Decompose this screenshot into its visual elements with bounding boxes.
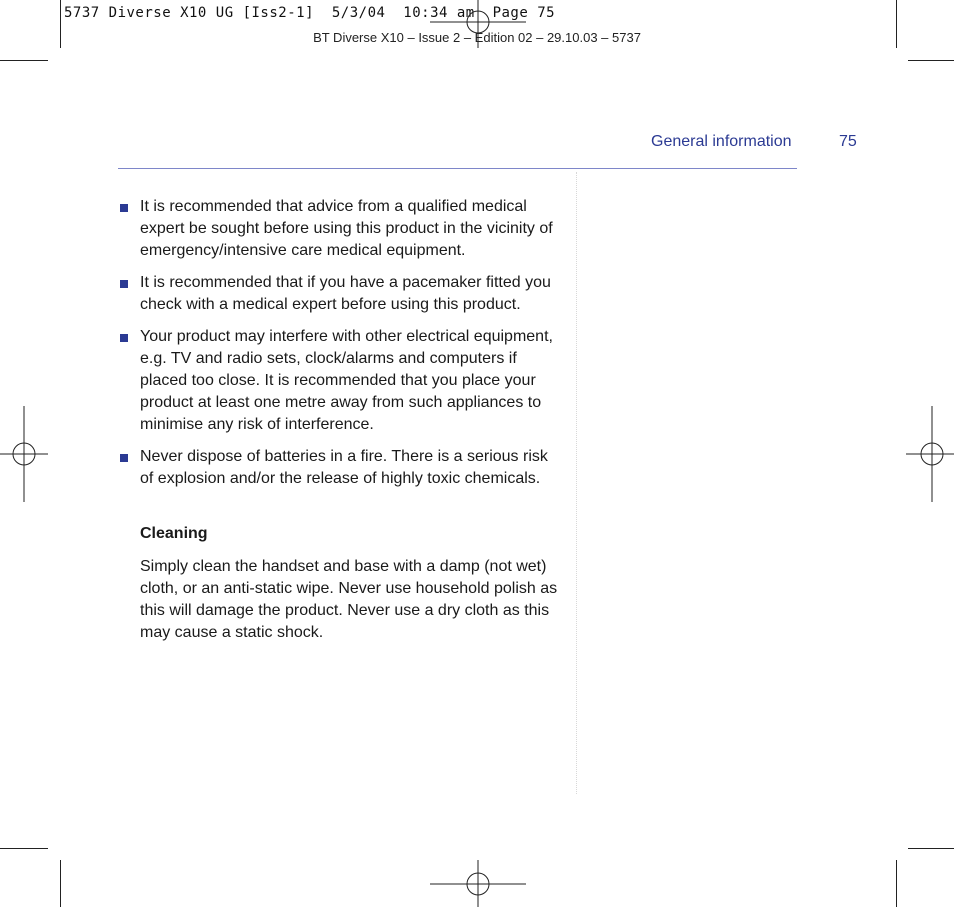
list-item-text: It is recommended that if you have a pacemaker fitted you check with a medical expert before using this product. <box>140 274 551 313</box>
registration-mark-right-icon <box>906 406 954 502</box>
crop-mark-bottom-left-v <box>60 860 61 907</box>
crop-mark-top-left-h <box>0 60 48 61</box>
list-item-text: It is recommended that advice from a qualified medical expert be sought before using this product in the vicinity of emergency/intensive care medical equipment. <box>140 198 553 259</box>
registration-mark-top-icon <box>430 0 526 48</box>
crop-mark-top-right-v <box>896 0 897 48</box>
list-item-text: Never dispose of batteries in a fire. There is a serious risk of explosion and/or the release of highly toxic chemicals. <box>140 448 548 487</box>
square-bullet-icon <box>120 280 128 288</box>
list-item-text: Your product may interfere with other electrical equipment, e.g. TV and radio sets, clock/alarms and computers if placed too close. It is recommended that you place your product at least one metre away from such appliances to minimise any risk of interference. <box>140 328 553 433</box>
list-item <box>118 326 563 436</box>
crop-mark-bottom-left-h <box>0 848 48 849</box>
crop-mark-top-left-v <box>60 0 61 48</box>
column-divider <box>576 172 577 794</box>
list-item <box>118 446 563 490</box>
square-bullet-icon <box>120 334 128 342</box>
printer-slug: 5737 Diverse X10 UG [Iss2-1] 5/3/04 10:34 am Page 75 <box>64 5 556 21</box>
header-rule <box>118 168 797 169</box>
cleaning-heading: Cleaning <box>140 525 208 542</box>
list-item <box>118 272 563 316</box>
crop-mark-bottom-right-h <box>908 848 954 849</box>
crop-mark-top-right-h <box>908 60 954 61</box>
main-content <box>118 196 563 644</box>
list-item <box>118 196 563 262</box>
square-bullet-icon <box>120 454 128 462</box>
page-number: 75 <box>839 133 857 150</box>
cleaning-body: Simply clean the handset and base with a damp (not wet) cloth, or an anti-static wipe. Never use household polish as this will damage the product. Never use a dry cloth as this may cause a static shock. <box>140 558 558 641</box>
edition-line: BT Diverse X10 – Issue 2 – Edition 02 – 29.10.03 – 5737 <box>313 30 641 45</box>
section-title: General information <box>651 133 792 150</box>
square-bullet-icon <box>120 204 128 212</box>
safety-bullet-list <box>118 196 563 490</box>
registration-mark-left-icon <box>0 406 48 502</box>
registration-mark-bottom-icon <box>430 860 526 907</box>
crop-mark-bottom-right-v <box>896 860 897 907</box>
